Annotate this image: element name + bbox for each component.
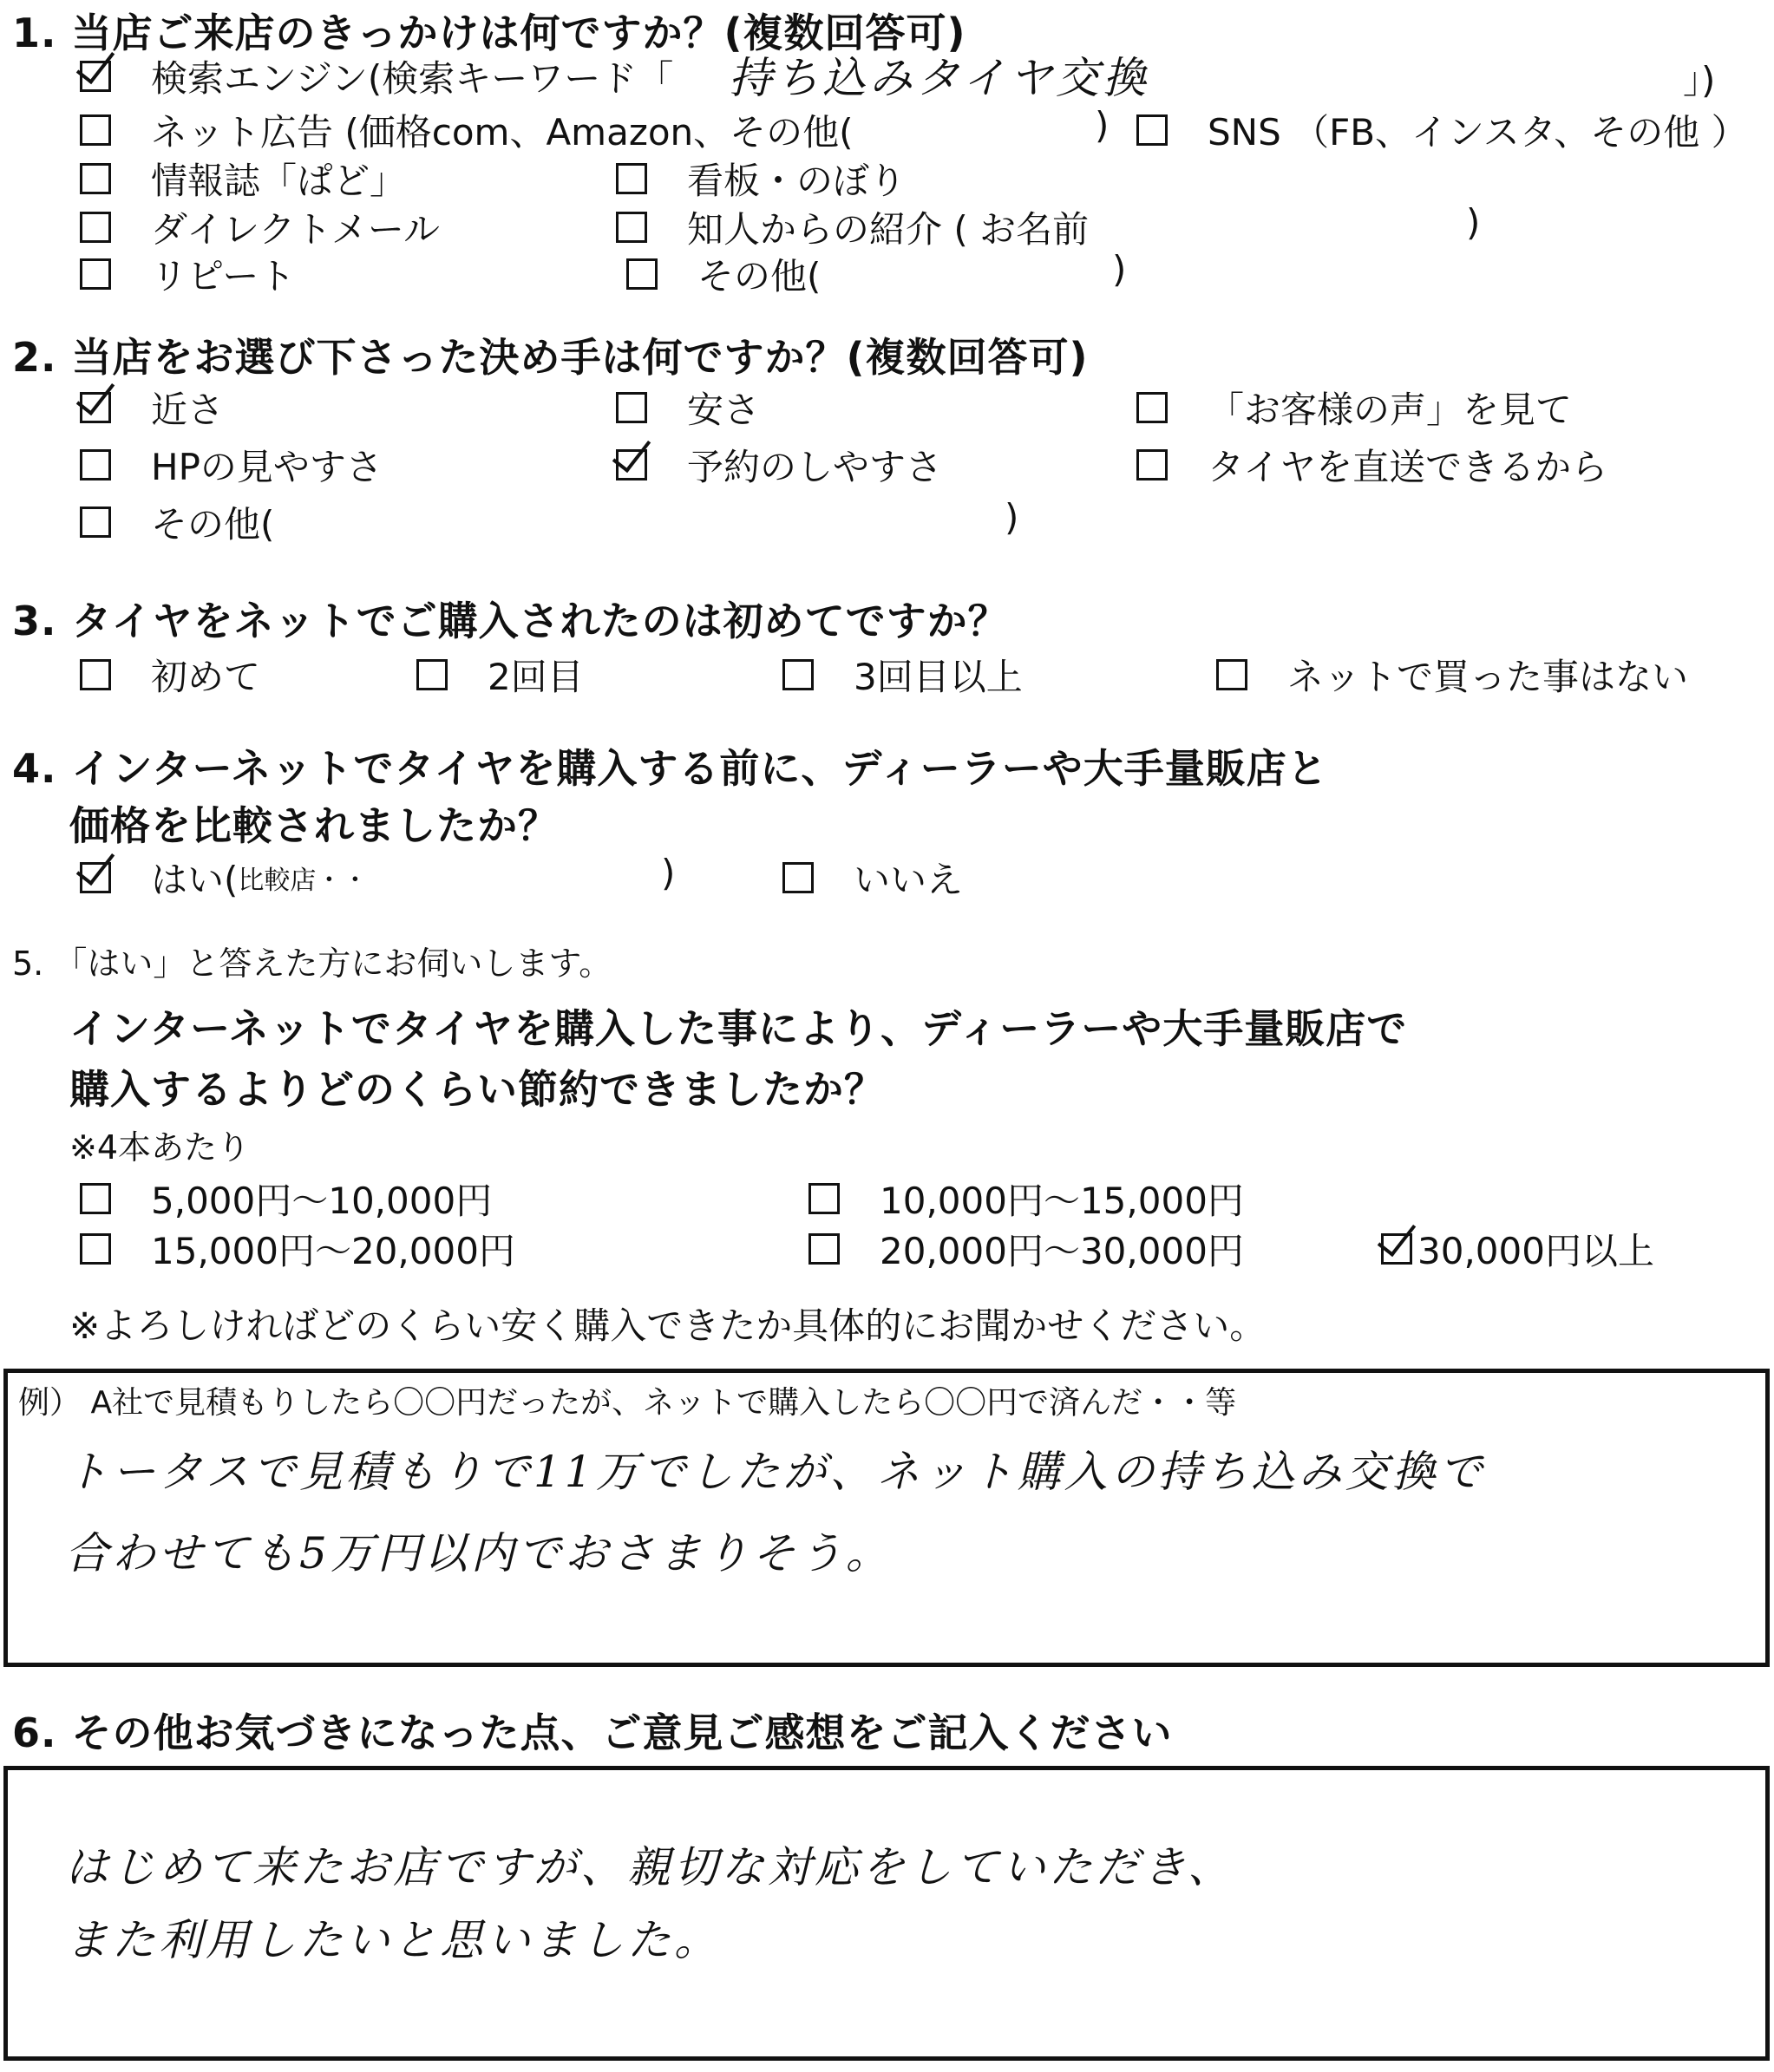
q2-option-hp[interactable] (80, 439, 383, 491)
checkbox[interactable] (616, 392, 647, 423)
q3-option-first[interactable] (80, 649, 260, 701)
option-label: 看板・のぼり (687, 160, 907, 202)
q5-option-30k-plus[interactable] (1381, 1223, 1654, 1275)
checkbox[interactable] (616, 163, 647, 194)
q5-intro: 5. 「はい」と答えた方にお伺いします。 (12, 944, 612, 983)
q6-answer-line1: はじめて来たお店ですが、親切な対応をしていただき、 (65, 1842, 1234, 1892)
checkbox[interactable] (616, 212, 647, 243)
checkbox-checked[interactable] (616, 449, 647, 480)
option-label: 近さ (151, 389, 225, 431)
q1-title: 1. 当店ご来店のきっかけは何ですか？(複数回答可) (12, 10, 966, 56)
q1-option-magazine[interactable] (80, 153, 406, 205)
option-label: タイヤを直送できるから (1208, 446, 1608, 488)
q3-option-third[interactable] (782, 649, 1023, 701)
q3-option-second[interactable] (416, 649, 584, 701)
q5-note: ※4本あたり (69, 1128, 251, 1167)
q3-option-never[interactable] (1216, 649, 1688, 701)
option-label: 初めて (151, 656, 261, 698)
option-label: はい( (151, 859, 239, 901)
checkbox[interactable] (782, 862, 814, 893)
q1-other-close: ) (1112, 248, 1127, 291)
q4-option-yes[interactable] (80, 852, 368, 904)
option-label: 情報誌「ぱど」 (151, 160, 407, 202)
q2-option-proximity[interactable] (80, 382, 224, 434)
compare-label: 比較店・・ (238, 866, 369, 896)
checkbox[interactable] (416, 659, 448, 690)
option-label: 2回目 (488, 656, 584, 698)
option-label: ネット広告 (価格com、Amazon、その他( (151, 111, 854, 154)
q5-example: 例） A社で見積もりしたら〇〇円だったが、ネットで購入したら〇〇円で済んだ・・等 (18, 1385, 1237, 1421)
option-label: 10,000円～15,000円 (880, 1180, 1244, 1222)
option-label: 20,000円～30,000円 (880, 1230, 1244, 1272)
q5-option-5k-10k[interactable] (80, 1173, 492, 1225)
q2-option-reviews[interactable] (1136, 382, 1572, 434)
q1-option-other[interactable] (626, 248, 821, 300)
q5-answer-line1: トータスで見積もりで11万でしたが、ネット購入の持ち込み交換で (65, 1447, 1486, 1497)
q3-title: 3. タイヤをネットでご購入されたのは初めてですか？ (12, 598, 1009, 644)
q4-option-no[interactable] (782, 852, 963, 904)
q6-title: 6. その他お気づきになった点、ご意見ご感想をご記入ください (12, 1709, 1173, 1756)
checkbox[interactable] (80, 258, 111, 290)
q1-option-direct-mail[interactable] (80, 201, 440, 253)
q2-option-other[interactable] (80, 496, 274, 548)
q5-answer-box[interactable] (3, 1369, 1770, 1667)
option-label: 5,000円～10,000円 (151, 1180, 493, 1222)
option-label: その他( (697, 255, 822, 297)
checkbox[interactable] (808, 1183, 840, 1214)
q2-option-price[interactable] (616, 382, 760, 434)
compare-close: ) (661, 852, 676, 894)
checkbox[interactable] (80, 212, 111, 243)
option-label: 「お客様の声」を見て (1208, 389, 1573, 431)
checkbox[interactable] (80, 507, 111, 538)
checkbox[interactable] (1136, 449, 1168, 480)
q2-option-reservation[interactable] (616, 439, 942, 491)
q1-option-referral[interactable] (616, 201, 1089, 253)
checkbox[interactable] (80, 659, 111, 690)
q2-other-close: ) (1005, 496, 1019, 539)
checkbox[interactable] (782, 659, 814, 690)
checkbox-checked[interactable] (80, 392, 111, 423)
q2-title: 2. 当店をお選び下さった決め手は何ですか？(複数回答可) (12, 334, 1089, 381)
checkbox[interactable] (80, 163, 111, 194)
q1-option-search-engine[interactable] (80, 50, 673, 102)
option-label: いいえ (854, 859, 964, 901)
checkbox[interactable] (80, 1183, 111, 1214)
checkbox[interactable] (808, 1233, 840, 1265)
search-keyword-close: 」) (1683, 59, 1716, 101)
net-ad-close: ) (1095, 104, 1110, 147)
q5-title-line2: 購入するよりどのくらい節約できましたか？ (69, 1066, 885, 1113)
option-label: 安さ (687, 389, 761, 431)
option-label: ネットで買った事はない (1287, 656, 1689, 698)
checkbox[interactable] (626, 258, 658, 290)
checkbox-checked[interactable] (1381, 1233, 1412, 1265)
option-label: 知人からの紹介 ( お名前 (687, 208, 1090, 251)
q2-option-direct-ship[interactable] (1136, 439, 1607, 491)
option-label: 15,000円～20,000円 (151, 1230, 515, 1272)
q5-title-line1: インターネットでタイヤを購入した事により、ディーラーや大手量販店で (69, 1005, 1408, 1052)
search-keyword-handwritten: 持ち込みタイヤ交換 (729, 53, 1149, 103)
q5-answer-line2: 合わせても5万円以内でおさまりそう。 (65, 1528, 893, 1579)
q6-answer-line2: また利用したいと思いました。 (65, 1915, 721, 1965)
option-label: リピート (151, 255, 296, 297)
q5-request: ※よろしければどのくらい安く購入できたか具体的にお聞かせください。 (69, 1304, 1267, 1347)
q4-title-line2: 価格を比較されましたか？ (69, 802, 559, 849)
checkbox[interactable] (1216, 659, 1247, 690)
checkbox[interactable] (80, 114, 111, 146)
referral-close: ) (1466, 201, 1481, 244)
option-label: その他( (151, 503, 275, 546)
checkbox[interactable] (1136, 114, 1168, 146)
option-label: SNS （FB、インスタ、その他 ） (1208, 111, 1748, 154)
option-label: ダイレクトメール (151, 208, 441, 251)
q6-answer-box[interactable] (3, 1766, 1770, 2061)
checkbox[interactable] (80, 449, 111, 480)
q1-option-sns[interactable] (1136, 104, 1748, 156)
checkbox-checked[interactable] (80, 862, 111, 893)
option-label: 30,000円以上 (1417, 1230, 1654, 1272)
q5-option-10k-15k[interactable] (808, 1173, 1244, 1225)
option-label: 予約のしやすさ (687, 446, 943, 488)
checkbox[interactable] (80, 1233, 111, 1265)
q5-option-20k-30k[interactable] (808, 1223, 1244, 1275)
option-label: HPの見やすさ (151, 446, 383, 488)
checkbox-checked[interactable] (80, 61, 111, 92)
q5-option-15k-20k[interactable] (80, 1223, 515, 1275)
q4-title-line1: 4. インターネットでタイヤを購入する前に、ディーラーや大手量販店と (12, 745, 1328, 792)
q1-option-net-ad[interactable] (80, 104, 854, 156)
option-label: 3回目以上 (854, 656, 1023, 698)
option-label: 検索エンジン(検索キーワード「 (151, 57, 674, 100)
checkbox[interactable] (1136, 392, 1168, 423)
q1-option-signboard[interactable] (616, 153, 906, 205)
q1-option-repeat[interactable] (80, 248, 295, 300)
